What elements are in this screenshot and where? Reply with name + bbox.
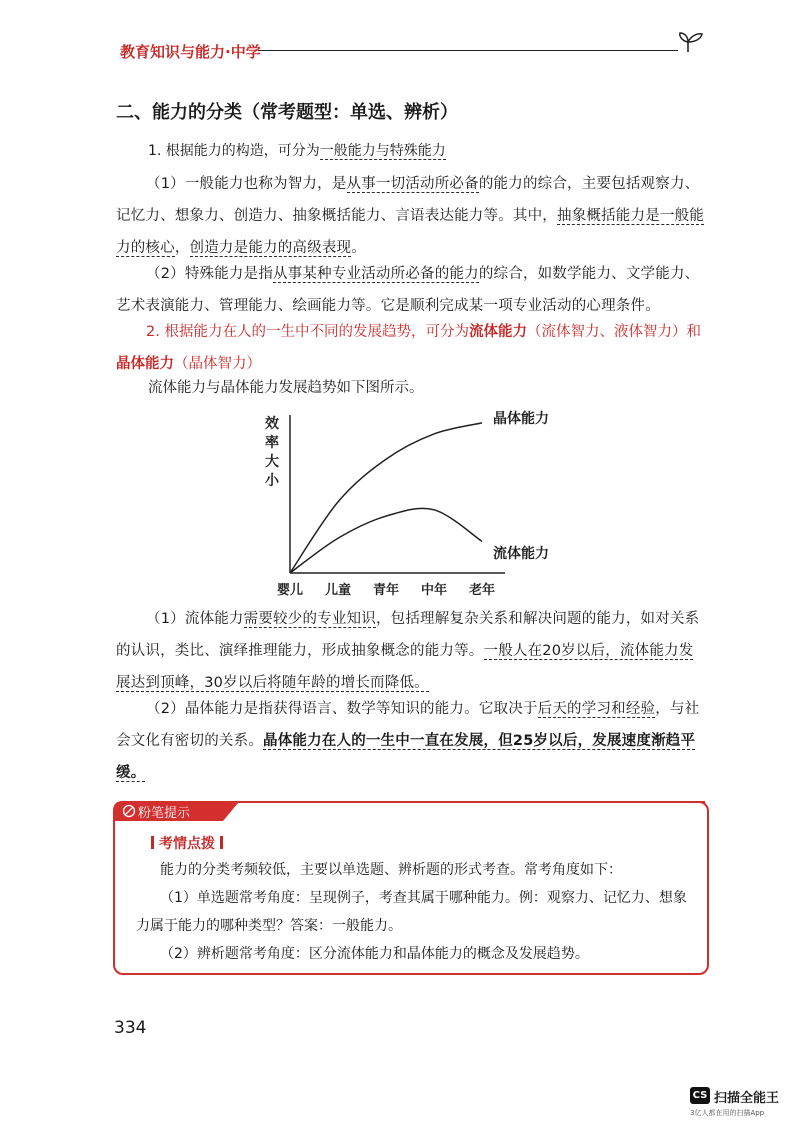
camscanner-name: 扫描全能王 bbox=[714, 1091, 780, 1106]
x-tick-2: 青年 bbox=[372, 583, 400, 598]
y-axis-label bbox=[265, 415, 280, 489]
series-fluid-line bbox=[290, 508, 482, 573]
chart-intro: 流体能力与晶体能力发展趋势如下图所示。 bbox=[148, 380, 424, 396]
section-title: 二、能力的分类（常考题型：单选、辨析） bbox=[116, 102, 458, 123]
tip-heading: 考情点拨 bbox=[146, 833, 228, 853]
header-rule bbox=[258, 50, 678, 51]
heading-bar-left bbox=[151, 836, 154, 849]
x-tick-labels bbox=[277, 582, 495, 598]
tip-line-1: 能力的分类考频较低，主要以单选题、辨析题的形式考查。常考角度如下： bbox=[160, 862, 622, 878]
y-label-char-1: 率 bbox=[265, 435, 279, 451]
paragraph-fluid-ability: （1）流体能力需要较少的专业知识，包括理解复杂关系和解决问题的能力，如对关系的认识，类比、演绎推理能力，形成抽象概念的能力等。一般人在20岁以后，流体能力发展达到顶峰，30岁以后将随年龄的增长而降低。 bbox=[116, 611, 700, 691]
ability-trend-chart bbox=[250, 405, 590, 600]
y-label-char-3: 小 bbox=[265, 473, 279, 489]
subheading-2: 2. 根据能力在人的一生中不同的发展趋势，可分为流体能力（流体智力、液体智力）和晶体能力（晶体智力） bbox=[116, 324, 701, 372]
x-tick-0: 婴儿 bbox=[276, 583, 304, 598]
tip-tab-label: 粉笔提示 bbox=[138, 806, 191, 821]
camscanner-logo-icon: CS bbox=[690, 1087, 710, 1104]
page-number: 334 bbox=[114, 1018, 147, 1038]
x-tick-1: 儿童 bbox=[324, 583, 352, 598]
camscanner-tagline: 3亿人都在用的扫描App bbox=[690, 1109, 765, 1117]
x-tick-4: 老年 bbox=[468, 583, 496, 598]
paragraph-crystal-ability: （2）晶体能力是指获得语言、数学等知识的能力。它取决于后天的学习和经验，与社会文化有密切的关系。晶体能力在人的一生中一直在发展，但25岁以后，发展速度渐趋平缓。 bbox=[116, 701, 700, 781]
sprout-icon bbox=[676, 28, 710, 54]
highlight-general-special: 一般能力与特殊能力 bbox=[319, 143, 446, 159]
running-header-title: 教育知识与能力·中学 bbox=[120, 43, 261, 61]
y-label-char-0: 效 bbox=[265, 416, 279, 432]
series-label-fluid: 流体能力 bbox=[493, 546, 549, 562]
paragraph-general-ability: （1）一般能力也称为智力，是从事一切活动所必备的能力的综合，主要包括观察力、记忆力、想象力、创造力、抽象概括能力、言语表达能力等。其中，抽象概括能力是一般能力的核心，创造力是能力的高级表现。 bbox=[116, 176, 704, 256]
subheading-1: 1. 根据能力的构造，可分为一般能力与特殊能力 bbox=[148, 143, 446, 159]
tip-line-3: （2）辨析题常考角度：区分流体能力和晶体能力的概念及发展趋势。 bbox=[160, 946, 589, 962]
series-label-crystal: 晶体能力 bbox=[493, 411, 549, 427]
y-label-char-2: 大 bbox=[265, 454, 279, 470]
paragraph-special-ability: （2）特殊能力是指从事某种专业活动所必备的能力的综合，如数学能力、文学能力、艺术表演能力、管理能力、绘画能力等。它是顺利完成某一项专业活动的心理条件。 bbox=[116, 266, 700, 314]
tip-box-header bbox=[113, 801, 709, 821]
x-tick-3: 中年 bbox=[420, 583, 448, 598]
heading-bar-right bbox=[220, 836, 223, 849]
tip-line-2: （1）单选题常考角度：呈现例子，考查其属于哪种能力。例：观察力、记忆力、想象力属于能力的哪种类型？答案：一般能力。 bbox=[136, 890, 687, 934]
